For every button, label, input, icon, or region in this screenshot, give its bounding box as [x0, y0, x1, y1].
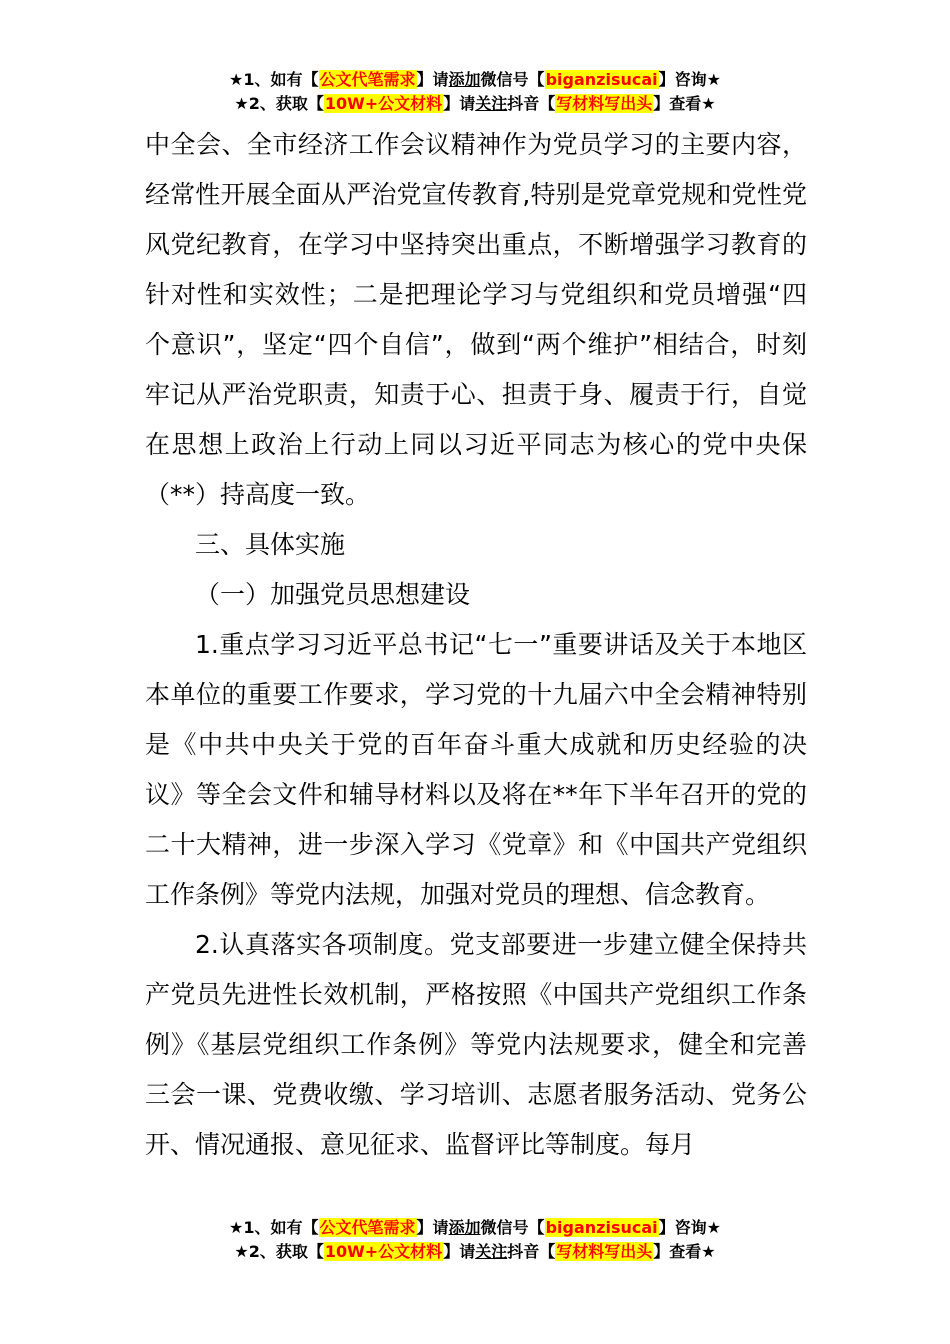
section-heading: 三、具体实施	[195, 530, 346, 559]
banner-underline-text: 关注	[475, 94, 508, 113]
banner-text: ★1、如有【	[229, 70, 319, 89]
banner-text: 】请	[416, 70, 449, 89]
banner-text: 】查看★	[653, 1242, 716, 1261]
banner-text: 抖音【	[507, 1242, 556, 1261]
paragraph-continuation: 中全会、全市经济工作会议精神作为党员学习的主要内容，经常性开展全面从严治党宣传教育,特别是党章党规和党性党风党纪教育，在学习中坚持突出重点，不断增强学习教育的针对性和实效性；二是把理论学习与党组织和党员增强“四个意识”，坚定“四个自信”，做到“两个维护”相结合，时刻牢记从严治党职责，知责于心、担责于身、履责于行，自觉在思想上政治上行动上同以习近平同志为核心的党中央保（**）持高度一致。	[145, 130, 807, 509]
banner-text: ★2、获取【	[234, 94, 324, 113]
paragraph-item-1: 1.重点学习习近平总书记“七一”重要讲话及关于本地区本单位的重要工作要求，学习党的十九届六中全会精神特别是《中共中央关于党的百年奋斗重大成就和历史经验的决议》等全会文件和辅导材料以及将在**年下半年召开的党的二十大精神，进一步深入学习《党章》和《中国共产党组织工作条例》等党内法规，加强对党员的理想、信念教育。	[145, 630, 807, 909]
banner-text: 】请	[443, 94, 476, 113]
highlight-materials: 10W+公文材料	[324, 1242, 443, 1261]
highlight-materials: 10W+公文材料	[324, 94, 443, 113]
banner-text: ★2、获取【	[234, 1242, 324, 1261]
banner-text: 】咨询★	[658, 1218, 721, 1237]
banner-line-1	[0, 68, 950, 92]
banner-underline-text: 添加	[448, 1218, 481, 1237]
banner-text: 】咨询★	[658, 70, 721, 89]
highlight-wechat-id: biganzisucai	[545, 1218, 658, 1237]
highlight-service: 公文代笔需求	[319, 1218, 416, 1237]
header-banner	[0, 68, 950, 116]
banner-line-2	[0, 1240, 950, 1264]
document-body	[145, 120, 807, 1170]
banner-text: 微信号【	[480, 1218, 545, 1237]
banner-line-2	[0, 92, 950, 116]
paragraph-item-2: 2.认真落实各项制度。党支部要进一步建立健全保持共产党员先进性长效机制，严格按照《中国共产党组织工作条例》《基层党组织工作条例》等党内法规要求，健全和完善三会一课、党费收缴、学习培训、志愿者服务活动、党务公开、情况通报、意见征求、监督评比等制度。每月	[145, 930, 807, 1159]
highlight-douyin-id: 写材料写出头	[556, 94, 653, 113]
banner-text: 】查看★	[653, 94, 716, 113]
banner-underline-text: 添加	[448, 70, 481, 89]
subsection-heading: （一）加强党员思想建设	[195, 580, 471, 609]
banner-underline-text: 关注	[475, 1242, 508, 1261]
banner-text: 微信号【	[480, 70, 545, 89]
banner-line-1	[0, 1216, 950, 1240]
banner-text: 抖音【	[507, 94, 556, 113]
banner-text: 】请	[416, 1218, 449, 1237]
highlight-service: 公文代笔需求	[319, 70, 416, 89]
banner-text: ★1、如有【	[229, 1218, 319, 1237]
banner-text: 】请	[443, 1242, 476, 1261]
highlight-wechat-id: biganzisucai	[545, 70, 658, 89]
highlight-douyin-id: 写材料写出头	[556, 1242, 653, 1261]
footer-banner	[0, 1216, 950, 1264]
